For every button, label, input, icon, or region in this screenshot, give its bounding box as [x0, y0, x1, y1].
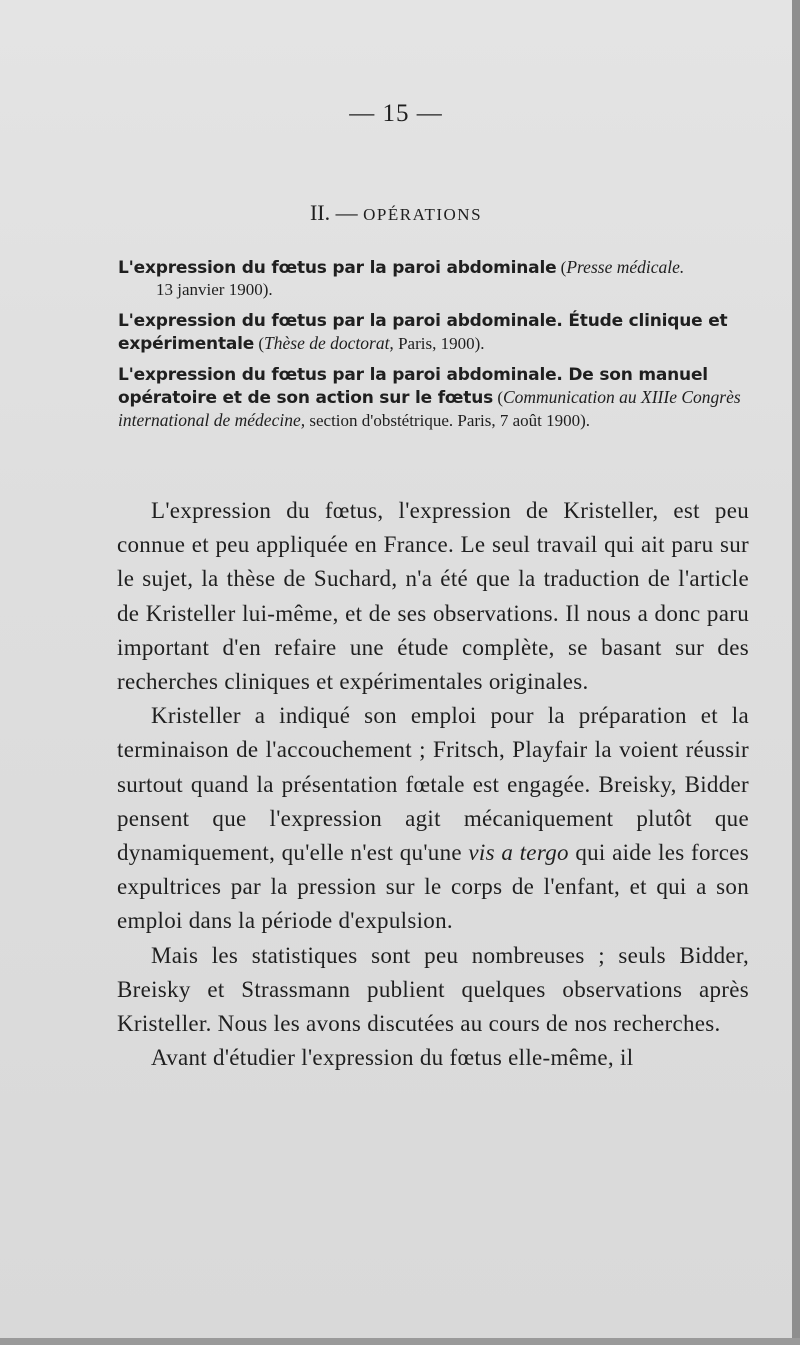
reference-source: Presse médicale.	[566, 257, 685, 277]
reference-details: section d'obstétrique. Paris, 7 août 1900).	[305, 411, 591, 430]
reference-details: Paris, 1900).	[393, 334, 485, 353]
section-numeral: II. —	[309, 200, 358, 225]
paragraph: Kristeller a indiqué son emploi pour la préparation et la terminaison de l'accouchement ; Fritsch, Playfair la voient réussir surtout quand la présentation fœtale est engagée. Breisky, Bidder pensent que l'expression agit mécaniquement plutôt que dynamiquement, qu'elle n'est qu'une vis a tergo qui aide les forces expultrices par la pression sur le corps de l'enfant, et qui a son emploi dans la période d'expulsion.	[117, 703, 750, 934]
page-edge	[0, 1338, 800, 1345]
paragraph: L'expression du fœtus, l'expression de Kristeller, est peu connue et peu appliquée en France. Le seul travail qui ait paru sur le sujet, la thèse de Suchard, n'a été que la traduction de l'article de Kristeller lui-même, et de ses observations. Il nous a donc paru important d'en refaire une étude complète, se basant sur des recherches cliniques et expérimentales originales.	[117, 498, 749, 695]
reference-title: L'expression du fœtus par la paroi abdominale. De son manuel opératoire et de son action sur le fœtus	[118, 365, 708, 408]
reference-details: 13 janvier 1900).	[156, 280, 273, 299]
reference-source: Thèse de doctorat,	[264, 333, 394, 353]
paragraph: Mais les statistiques sont peu nombreuses ; seuls Bidder, Breisky et Strassmann publient quelques observations après Kristeller. Nous les avons discutées au cours de nos recherches.	[117, 942, 749, 1037]
reference-title: L'expression du fœtus par la paroi abdominale. Étude clinique et expérimentale	[118, 311, 728, 354]
section-title: OPÉRATIONS	[363, 205, 483, 224]
body-text	[117, 494, 749, 1075]
latin-phrase: vis a tergo	[468, 840, 569, 866]
reference-item: L'expression du fœtus par la paroi abdominale (Presse médicale. 13 janvier 1900).	[118, 256, 748, 301]
section-heading	[0, 200, 792, 226]
reference-title: L'expression du fœtus par la paroi abdominale	[118, 258, 557, 278]
reference-item: L'expression du fœtus par la paroi abdominale. Étude clinique et expérimentale (Thèse de doctorat, Paris, 1900).	[118, 311, 728, 354]
reference-list	[118, 256, 748, 441]
reference-source: Communication au XIIIe Congrès international de médecine,	[118, 387, 741, 430]
page-number: — 15 —	[349, 100, 443, 127]
paragraph: Avant d'étudier l'expression du fœtus elle-même, il	[151, 1045, 634, 1071]
reference-item: L'expression du fœtus par la paroi abdominale. De son manuel opératoire et de son action sur le fœtus (Communication au XIIIe Congrès international de médecine, section d'obstétrique. Paris, 7 août 1900).	[118, 365, 741, 430]
